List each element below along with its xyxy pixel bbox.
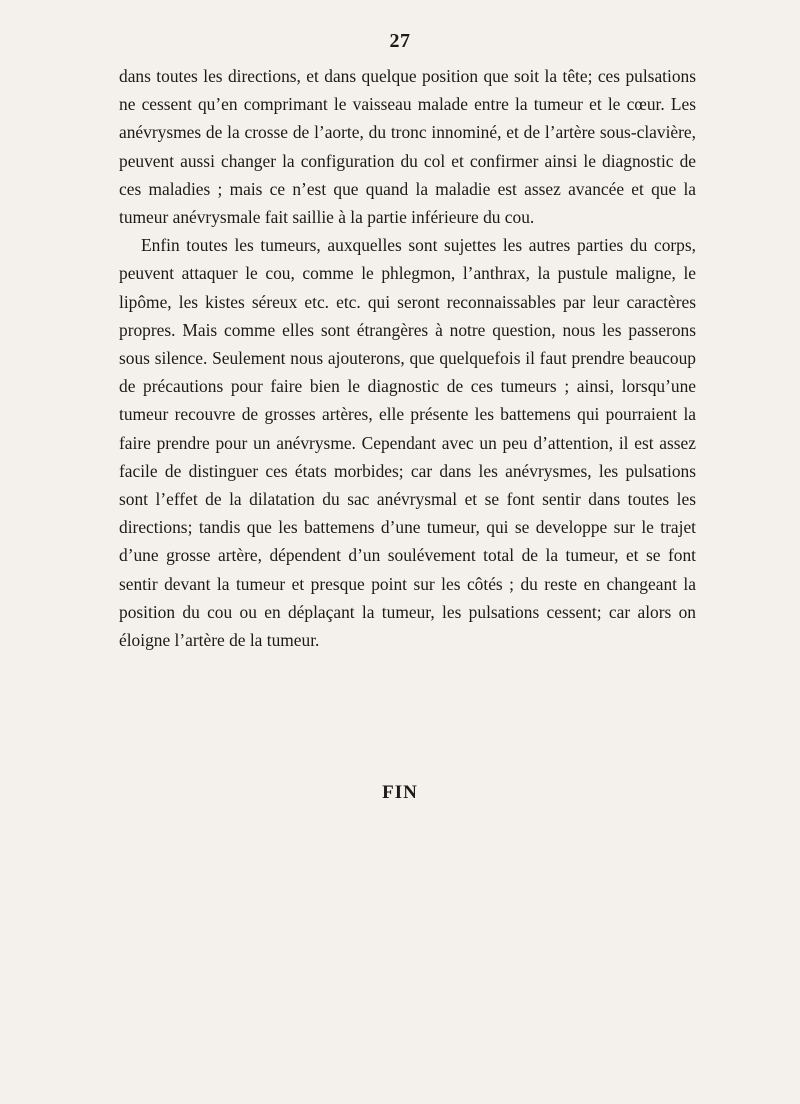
paragraph-1: dans toutes les directions, et dans quelque position que soit la tête; ces pulsations ne cessent qu’en comprimant le vaisseau malade entre la tumeur et le cœur. Les anévrysmes de la crosse de l’aorte, du tronc innominé, et de l’artère sous-clavière, peuvent aussi changer la configuration du col et confirmer ainsi le diagnostic de ces maladies ; mais ce n’est que quand la maladie est assez avancée et que la tumeur anévrysmale fait saillie à la partie inférieure du cou. [119,66,696,228]
end-mark: FIN [382,782,418,803]
page-number: 27 [389,30,411,52]
body-text [119,62,696,654]
paragraph-2: Enfin toutes les tumeurs, auxquelles sont sujettes les autres parties du corps, peuvent attaquer le cou, comme le phlegmon, l’anthrax, la pustule maligne, le lipôme, les kistes séreux etc. etc. qui seront reconnaissables par leur caractères propres. Mais comme elles sont étrangères à notre question, nous les passerons sous silence. Seulement nous ajouterons, que quelquefois il faut prendre beaucoup de précautions pour faire bien le diagnostic de ces tumeurs ; ainsi, lorsqu’une tumeur recouvre de grosses artères, elle présente les battemens qui pourraient la faire prendre pour un anévrysme. Cependant avec un peu d’attention, il est assez facile de distinguer ces états morbides; car dans les anévrysmes, les pulsations sont l’effet de la dilatation du sac anévrysmal et se font sentir dans toutes les directions; tandis que les battemens d’une tumeur, qui se developpe sur le trajet d’une grosse artère, dépendent d’un soulévement total de la tumeur, et se font sentir devant la tumeur et presque point sur les côtés ; du reste en changeant la position du cou ou en déplaçant la tumeur, les pulsations cessent; car alors on éloigne l’artère de la tumeur. [119,235,696,651]
